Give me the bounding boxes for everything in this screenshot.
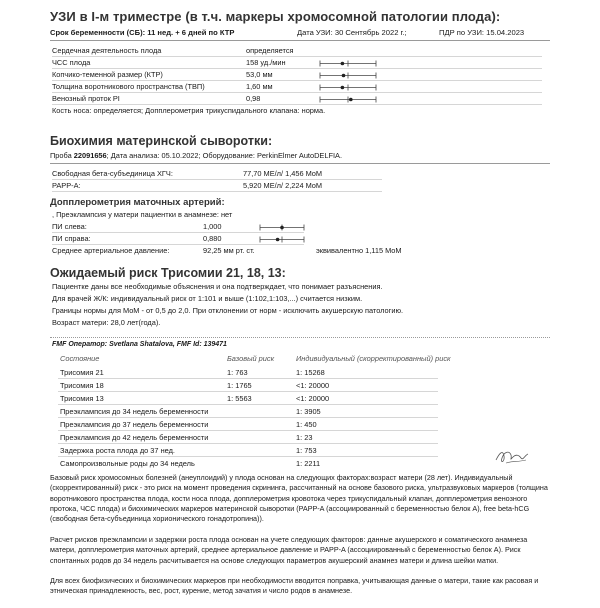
row-divider bbox=[58, 430, 438, 431]
footnote-base-risk: Базовый риск хромосомных болезней (анеуплоидий) у плода основан на следующих факторах:возраст матери (28 лет). Индивидуальный (скорректированный) риск - это риск на момент проведения скрининга, рассчитанный на основе базового риска, ультразвуковых маркеров (толщина воротникового пространства плода, кости носа плода, допплерометрия кровотока через трикуспидальный клапан, допплерометрия венозного протока, ЧСС плода) и биохимических маркеров материнской сыворотки (PAPP-A (ассоциированный с беременностью белок А), free beta-hCG (свободная бета-субъединица хорионического гонадотропина)). bbox=[50, 473, 548, 524]
pdr-date: ПДР по УЗИ: 15.04.2023 bbox=[439, 28, 525, 37]
row-divider bbox=[58, 456, 438, 457]
signature-image bbox=[494, 446, 530, 468]
gauge-marker bbox=[280, 226, 284, 230]
table-cell: 1: 1765 bbox=[227, 381, 252, 390]
sample-id: 22091656 bbox=[73, 151, 107, 160]
operator-divider bbox=[50, 337, 550, 338]
table-cell: Преэклампсия до 34 недель беременности bbox=[60, 407, 209, 416]
row-divider bbox=[58, 378, 438, 379]
ultrasound-date: Дата УЗИ: 30 Сентябрь 2022 г.; bbox=[297, 28, 407, 37]
row-divider bbox=[52, 56, 542, 57]
table-cell: 1: 753 bbox=[296, 446, 317, 455]
ga-value: 11 нед. + 6 дней по КТР bbox=[147, 28, 235, 37]
us-row-label: Толщина воротникового пространства (ТВП) bbox=[52, 82, 205, 91]
range-gauge bbox=[318, 59, 378, 68]
gauge-marker bbox=[349, 98, 353, 102]
sample-line bbox=[50, 152, 342, 161]
risk-note: Границы нормы для MoM - от 0,5 до 2,0. При отклонении от норм - исключить акушерскую патологию. bbox=[52, 306, 404, 315]
table-cell: 1: 23 bbox=[296, 433, 313, 442]
row-divider bbox=[58, 391, 438, 392]
gestational-age-line bbox=[50, 29, 234, 38]
table-cell: Трисомия 13 bbox=[60, 394, 104, 403]
table-cell: Самопроизвольные роды до 34 недель bbox=[60, 459, 195, 468]
section-title-biochemistry: Биохимия материнской сыворотки: bbox=[50, 134, 273, 148]
map-label: Среднее артериальное давление: bbox=[52, 246, 170, 255]
ga-label: Срок беременности (СБ): bbox=[50, 28, 146, 37]
doppler-row-value: 1,000 bbox=[203, 222, 222, 231]
row-divider bbox=[52, 68, 542, 69]
doppler-row-label: ПИ слева: bbox=[52, 222, 87, 231]
row-divider bbox=[52, 80, 542, 81]
us-row-value: определяется bbox=[246, 46, 294, 55]
us-row-label: Копчико-теменной размер (КТР) bbox=[52, 70, 163, 79]
range-gauge bbox=[258, 235, 306, 244]
us-row-value: 53,0 мм bbox=[246, 70, 273, 79]
range-gauge bbox=[318, 71, 378, 80]
table-cell: 1: 3905 bbox=[296, 407, 321, 416]
sample-prefix: Проба bbox=[50, 151, 74, 160]
risk-note: Возраст матери: 28,0 лет(года). bbox=[52, 318, 161, 327]
row-divider bbox=[52, 179, 382, 180]
nasal-bone-line: Кость носа: определяется; Допплерометрия трикуспидального клапана: норма. bbox=[52, 106, 326, 115]
operator-line: FMF Оператор: Svetlana Shatalova, FMF Id: 139471 bbox=[52, 341, 227, 348]
map-equivalent: эквивалентно 1,115 MoM bbox=[316, 246, 402, 255]
table-cell: Трисомия 21 bbox=[60, 368, 104, 377]
row-divider bbox=[58, 443, 438, 444]
section-title-doppler: Допплерометрия маточных артерий: bbox=[50, 197, 225, 208]
us-row-label: Сердечная деятельность плода bbox=[52, 46, 162, 55]
table-cell: 1: 15268 bbox=[296, 368, 325, 377]
biochem-divider bbox=[50, 163, 550, 164]
range-gauge bbox=[258, 223, 306, 232]
footnote-corrections: Для всех биофизических и биохимических маркеров при необходимости вводится поправка, учитывающая данные о матери, такие как расовая и этническая принадлежность, вес, рост, курение, метод зачатия и число родов в анамнезе. bbox=[50, 576, 539, 596]
risk-note: Пациентке даны все необходимые объяснения и она подтверждает, что понимает разъяснения. bbox=[52, 282, 383, 291]
biochem-row-value: 5,920 МЕ/л/ 2,224 MoM bbox=[243, 181, 323, 190]
table-cell: Преэклампсия до 42 недель беременности bbox=[60, 433, 209, 442]
row-divider bbox=[52, 92, 542, 93]
row-divider bbox=[52, 232, 304, 233]
table-cell: Преэклампсия до 37 недель беременности bbox=[60, 420, 209, 429]
range-gauge bbox=[318, 83, 378, 92]
table-cell: <1: 20000 bbox=[296, 394, 330, 403]
doppler-row-label: ПИ справа: bbox=[52, 234, 91, 243]
col-header-base-risk: Базовый риск bbox=[227, 354, 275, 363]
row-divider bbox=[52, 244, 304, 245]
doppler-row-value: 0,880 bbox=[203, 234, 222, 243]
footnote-preeclampsia: Расчет рисков преэклампсии и задержки роста плода основан на учете следующих факторов: данные акушерского и соматического анамнеза матери, допплерометрия маточных артерий, среднее артериальное давление и PAPP-A (ассоциированный с беременностью белок А). Риск спонтанных родов до 34 недель расчитывается на основе следующих параметров акушерский анамнез матери и длина шейки матки. bbox=[50, 535, 528, 565]
gauge-marker bbox=[276, 238, 280, 242]
biochem-row-label: Свободная бета-субъединица ХГЧ: bbox=[52, 169, 173, 178]
table-cell: <1: 20000 bbox=[296, 381, 330, 390]
map-value: 92,25 мм рт. ст. bbox=[203, 246, 255, 255]
us-row-label: ЧСС плода bbox=[52, 58, 91, 67]
us-row-value: 1,60 мм bbox=[246, 82, 273, 91]
table-cell: 1: 450 bbox=[296, 420, 317, 429]
us-row-value: 0,98 bbox=[246, 94, 261, 103]
row-divider bbox=[58, 417, 438, 418]
row-divider bbox=[52, 191, 382, 192]
row-divider bbox=[52, 104, 542, 105]
biochem-row-value: 77,70 МЕ/л/ 1,456 MoM bbox=[243, 169, 323, 178]
row-divider bbox=[58, 404, 438, 405]
section-title-risk: Ожидаемый риск Трисомии 21, 18, 13: bbox=[50, 266, 286, 280]
gauge-marker bbox=[341, 86, 345, 90]
preeclampsia-history: , Преэклампсия у матери пациентки в анамнезе: нет bbox=[52, 210, 233, 219]
us-row-value: 158 уд./мин bbox=[246, 58, 286, 67]
biochem-row-label: PAPP-A: bbox=[52, 181, 81, 190]
table-cell: Трисомия 18 bbox=[60, 381, 104, 390]
table-cell: Задержка роста плода до 37 нед. bbox=[60, 446, 175, 455]
table-cell: 1: 763 bbox=[227, 368, 248, 377]
header-divider bbox=[50, 40, 550, 41]
sample-details: ; Дата анализа: 05.10.2022; Оборудование: PerkinElmer AutoDELFIA. bbox=[106, 151, 343, 160]
risk-note: Для врачей Ж/К: индивидуальный риск от 1:101 и выше (1:102,1:103,...) считается низким. bbox=[52, 294, 363, 303]
gauge-marker bbox=[341, 62, 345, 66]
gauge-marker bbox=[342, 74, 346, 78]
section-title-ultrasound: УЗИ в I-м триместре (в т.ч. маркеры хромосомной патологии плода): bbox=[50, 9, 501, 24]
table-cell: 1: 2211 bbox=[296, 459, 321, 468]
col-header-condition: Состояние bbox=[60, 354, 100, 363]
table-cell: 1: 5563 bbox=[227, 394, 252, 403]
range-gauge bbox=[318, 95, 378, 104]
col-header-individual-risk: Индивидуальный (скорректированный) риск bbox=[296, 354, 451, 363]
us-row-label: Венозный проток PI bbox=[52, 94, 120, 103]
